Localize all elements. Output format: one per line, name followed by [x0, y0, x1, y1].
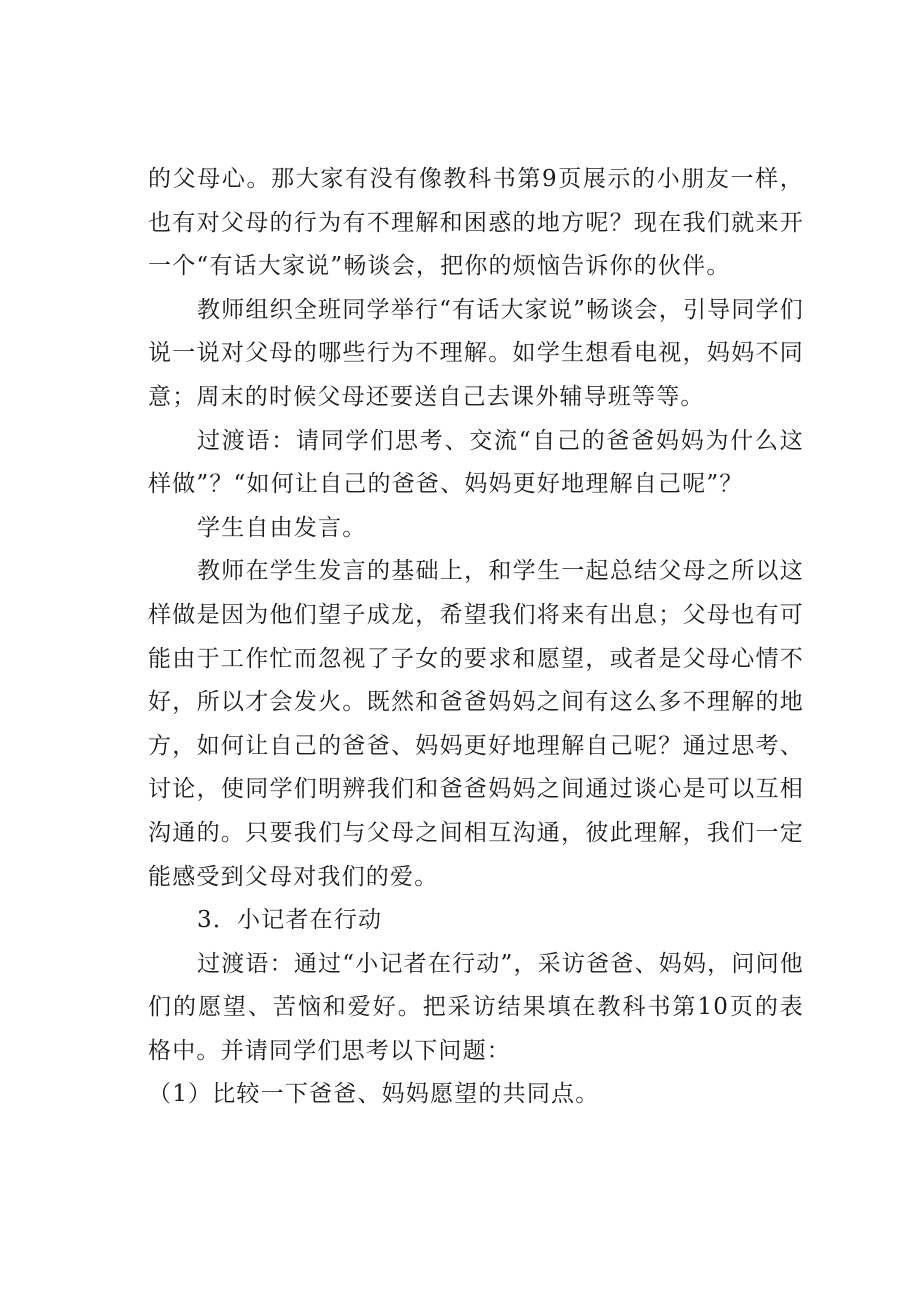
list-item-question-1: （1）比较一下爸爸、妈妈愿望的共同点。 — [148, 1081, 600, 1108]
paragraph-continuation: 的父母心。那大家有没有像教科书第9页展示的小朋友一样，也有对父母的行为有不理解和困惑的地方呢？现在我们就来开一个“有话大家说”畅谈会，把你的烦恼告诉你的伙伴。 — [148, 166, 804, 280]
document-body — [148, 158, 804, 1117]
paragraph-transition-1: 过渡语：请同学们思考、交流“自己的爸爸妈妈为什么这样做”？“如何让自己的爸爸、妈妈更好地理解自己呢”？ — [148, 427, 804, 498]
paragraph-transition-2: 过渡语：通过“小记者在行动”，采访爸爸、妈妈，问问他们的愿望、苦恼和爱好。把采访结果填在教科书第10页的表格中。并请同学们思考以下问题： — [148, 950, 804, 1064]
section-heading-reporter: 3．小记者在行动 — [197, 907, 383, 934]
paragraph-students-speak: 学生自由发言。 — [197, 514, 367, 541]
paragraph-teacher-summary: 教师在学生发言的基础上，和学生一起总结父母之所以这样做是因为他们望子成龙，希望我们将来有出息；父母也有可能由于工作忙而忽视了子女的要求和愿望，或者是父母心情不好，所以才会发火。既然和爸爸妈妈之间有这么多不理解的地方，如何让自己的爸爸、妈妈更好地理解自己呢？通过思考、讨论，使同学们明辨我们和爸爸妈妈之间通过谈心是可以互相沟通的。只要我们与父母之间相互沟通，彼此理解，我们一定能感受到父母对我们的爱。 — [148, 558, 804, 890]
paragraph-teacher-organizes: 教师组织全班同学举行“有话大家说”畅谈会，引导同学们说一说对父母的哪些行为不理解。如学生想看电视，妈妈不同意；周末的时候父母还要送自己去课外辅导班等等。 — [148, 296, 804, 410]
